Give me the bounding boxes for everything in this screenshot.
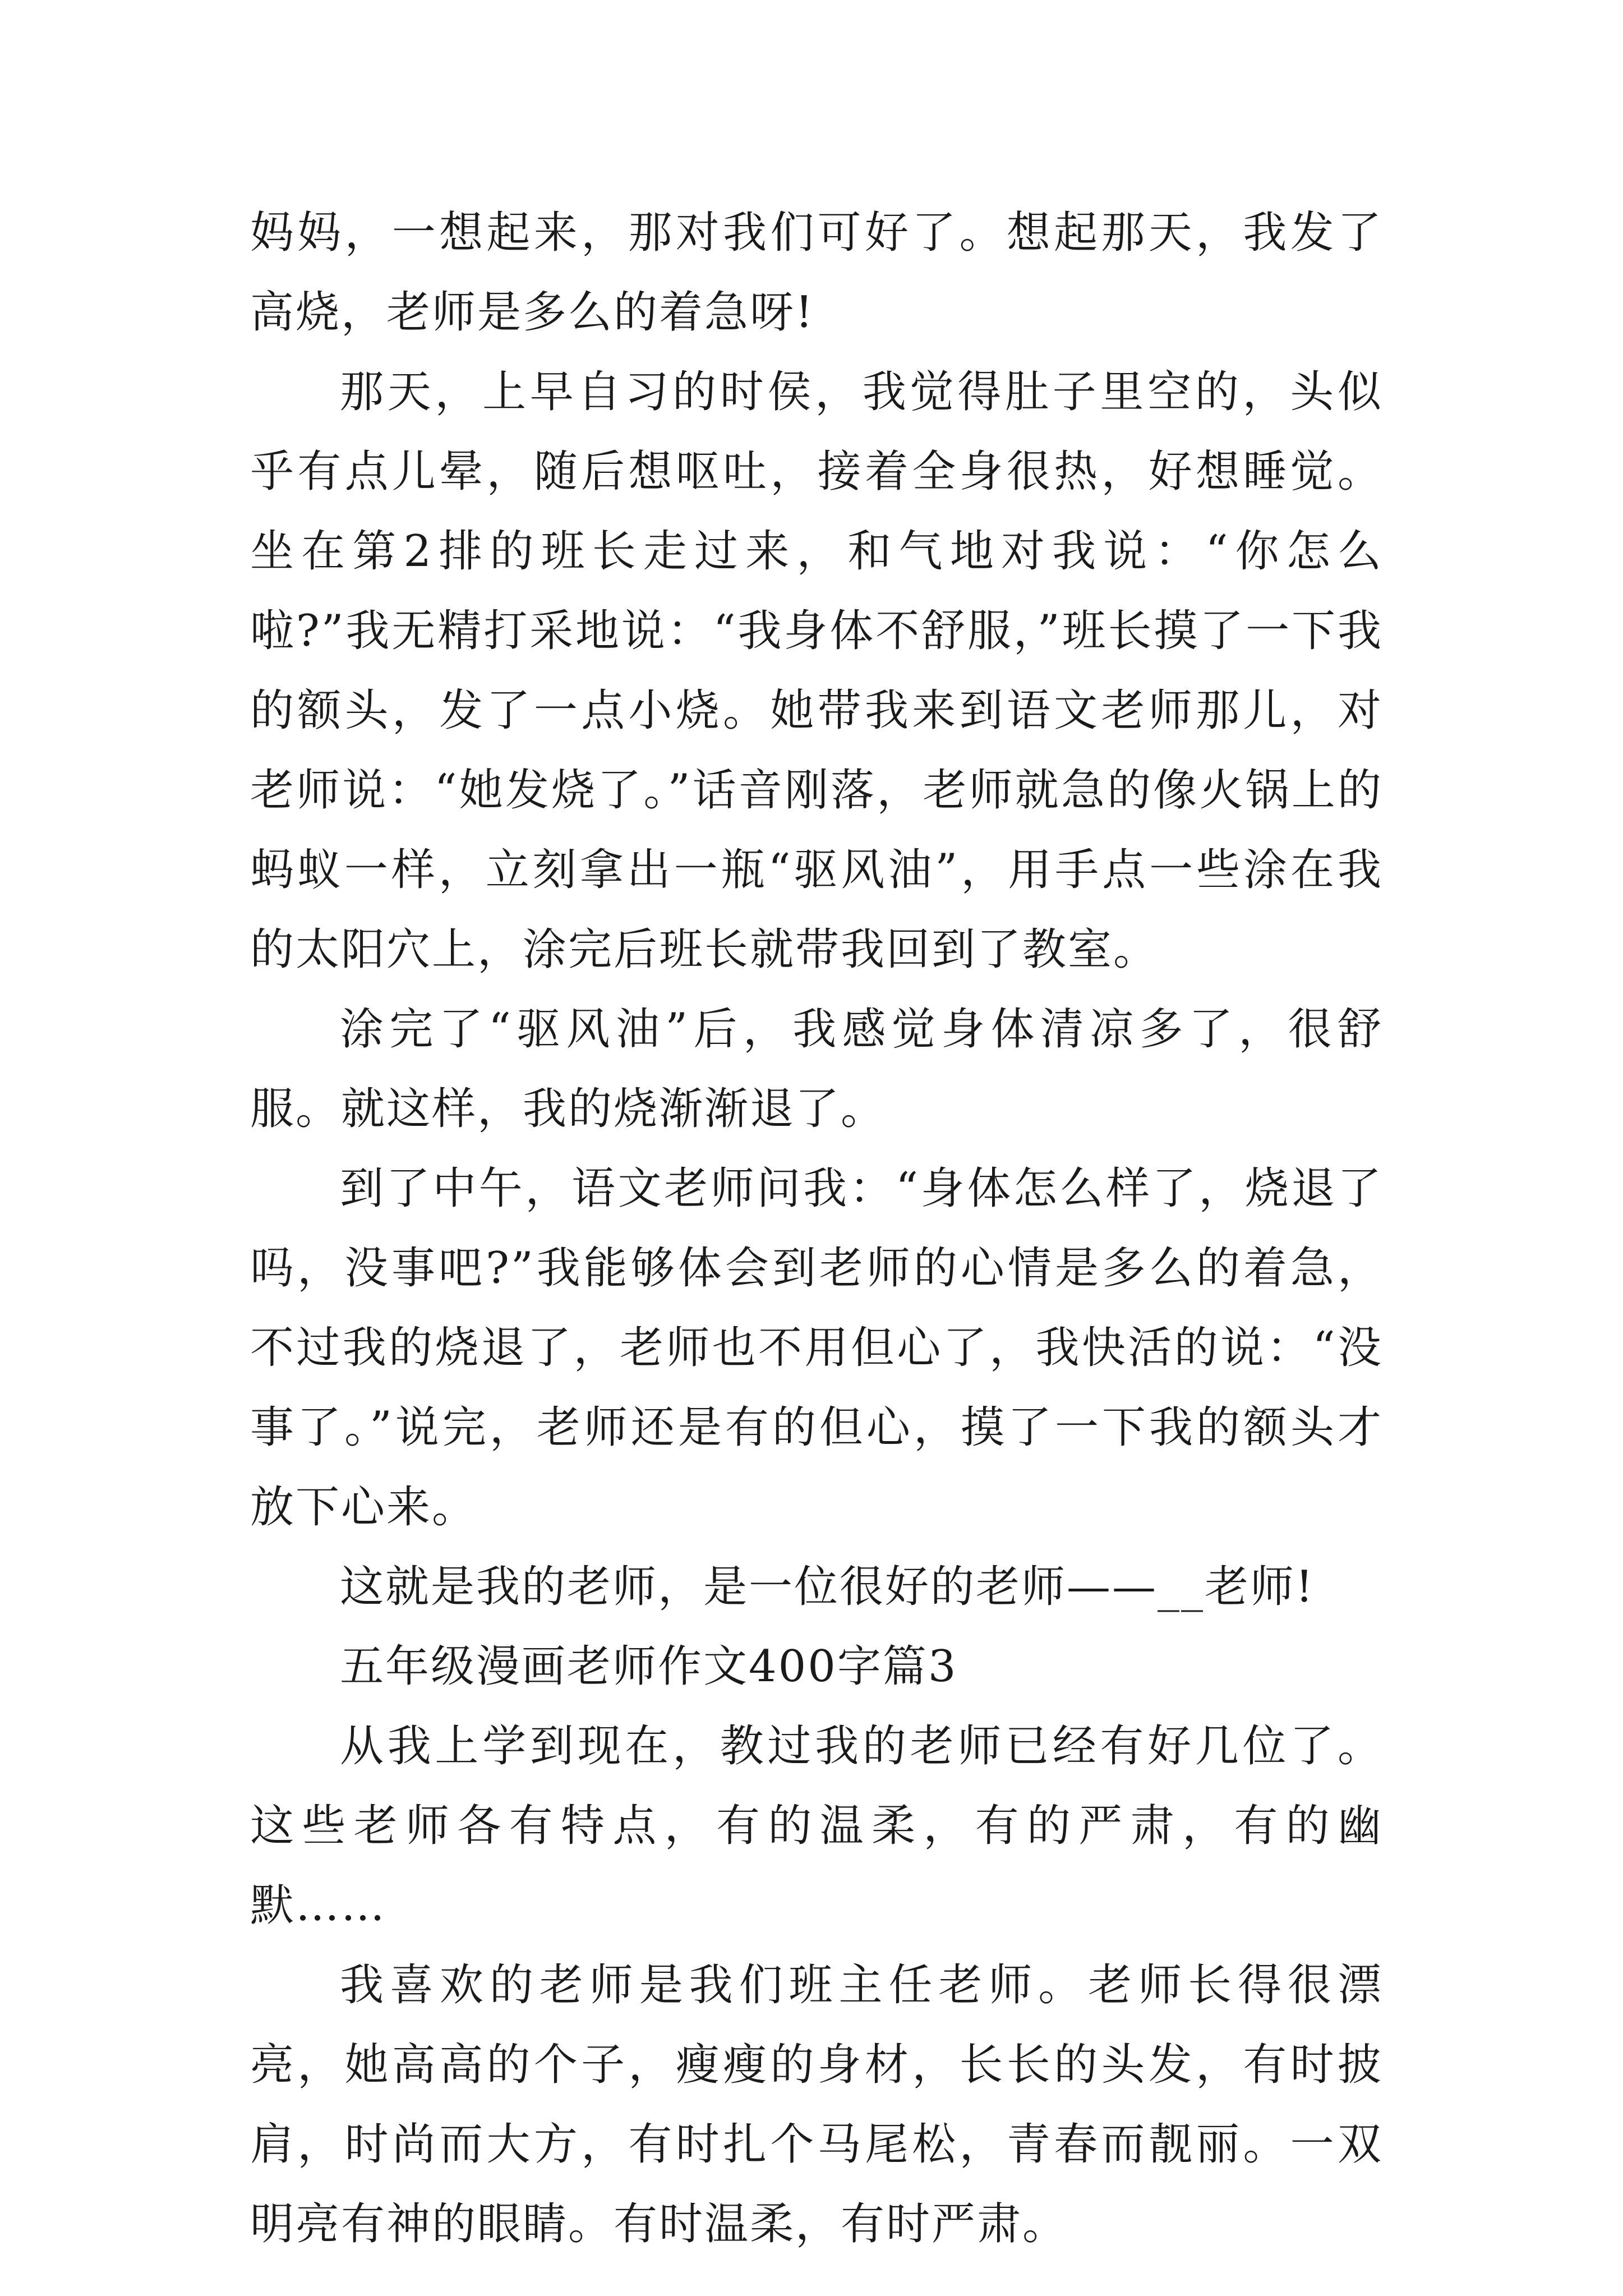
paragraph-teachers-intro: 从我上学到现在，教过我的老师已经有好几位了。这些老师各有特点，有的温柔，有的严肃，有的幽默…… [250, 1721, 1383, 1931]
document-body [250, 193, 1383, 2264]
paragraph-fever-story: 那天，上早自习的时侯，我觉得肚子里空的，头似乎有点儿晕，随后想呕吐，接着全身很热，好想睡觉。坐在第2排的班长走过来，和气地对我说：“你怎么啦?”我无精打采地说：“我身体不舒服，”班长摸了一下我的额头，发了一点小烧。她带我来到语文老师那儿，对老师说：“她发烧了。”话音刚落，老师就急的像火锅上的蚂蚁一样，立刻拿出一瓶“驱风油”，用手点一些涂在我的太阳穴上，涂完后班长就带我回到了教室。 [250, 367, 1383, 975]
paragraph-continued: 妈妈，一想起来，那对我们可好了。想起那天，我发了高烧，老师是多么的着急呀! [250, 208, 1383, 338]
paragraph-noon: 到了中午，语文老师问我：“身体怎么样了，烧退了吗，没事吧?”我能够体会到老师的心情是多么的着急，不过我的烧退了，老师也不用但心了，我快活的说：“没事了。”说完，老师还是有的但心，摸了一下我的额头才放下心来。 [250, 1163, 1383, 1533]
paragraph-conclusion: 这就是我的老师，是一位很好的老师——__老师! [340, 1562, 1315, 1612]
paragraph-head-teacher: 我喜欢的老师是我们班主任老师。老师长得很漂亮，她高高的个子，瘦瘦的身材，长长的头发，有时披肩，时尚而大方，有时扎个马尾松，青春而靓丽。一双明亮有神的眼睛。有时温柔，有时严肃。 [250, 1960, 1383, 2249]
section-title: 五年级漫画老师作文400字篇3 [340, 1641, 958, 1692]
paragraph-feeling-better: 涂完了“驱风油”后，我感觉身体清凉多了，很舒服。就这样，我的烧渐渐退了。 [250, 1004, 1383, 1134]
